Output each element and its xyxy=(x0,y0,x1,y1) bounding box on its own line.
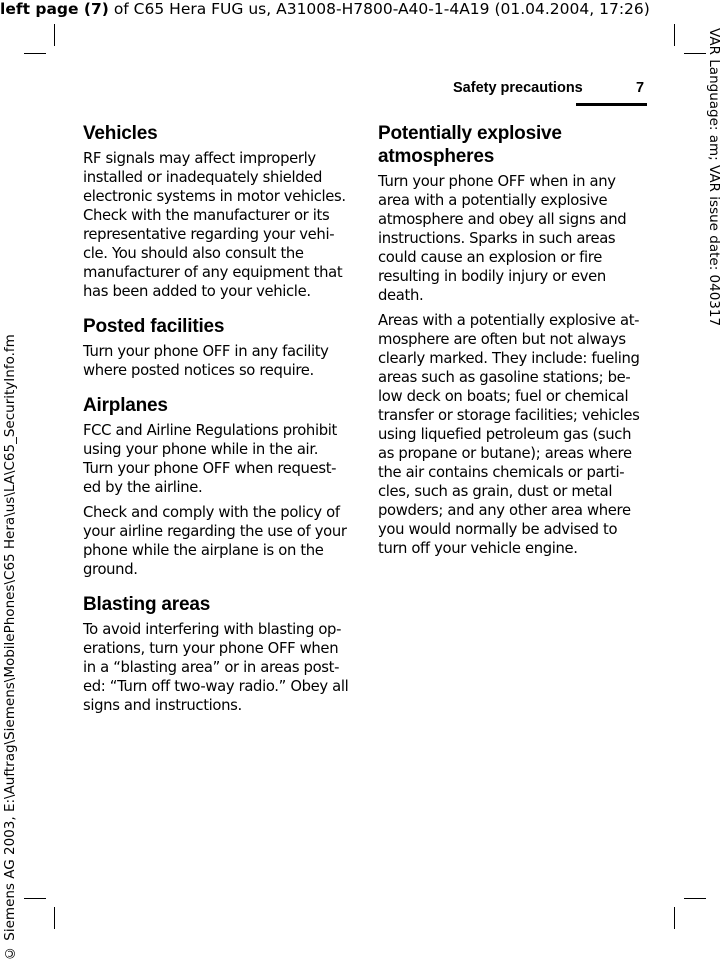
paragraph: Check and comply with the policy of your airline regarding the use of your phone while the airplane is on the ground. xyxy=(83,504,347,578)
paragraph: Areas with a potentially explosive at-mosphere are often but not always clearly marked. They include: fueling areas such as gasoline stations; be-low deck on boats; fuel or chemical transfer or storage facilities; vehicles using liquefied petroleum gas (such as propane or butane); areas where the air contains chemicals or parti-cles, such as grain, dust or metal powders; and any other area where you would normally be advised to turn off your vehicle engine. xyxy=(378,312,640,557)
slug-page-label: left page (7) xyxy=(0,0,109,18)
print-slug-left: © Siemens AG 2003, E:\Auftrag\Siemens\MobilePhones\C65 Hera\us\LA\C65_SecurityInfo.fm xyxy=(2,334,18,961)
section-vehicles xyxy=(83,122,351,301)
running-header-title: Safety precautions xyxy=(453,80,583,96)
slug-document-info: of C65 Hera FUG us, A31008-H7800-A40-1-4A19 (01.04.2004, 17:26) xyxy=(108,0,650,18)
section-airplanes xyxy=(83,394,351,579)
paragraph: RF signals may affect improperly installed or inadequately shielded electronic systems in motor vehicles. Check with the manufacturer or its representative regarding your vehi-cle. You should also consult the manufacturer of any equipment that has been added to your vehicle. xyxy=(83,150,346,300)
section-heading: Potentially explosive atmospheres xyxy=(378,123,562,167)
paragraph: FCC and Airline Regulations prohibit using your phone while in the air. Turn your phone OFF when request-ed by the airline. xyxy=(83,422,337,496)
crop-mark-bl-v xyxy=(54,907,55,929)
print-slug-top xyxy=(0,0,650,18)
left-column xyxy=(83,122,351,729)
crop-mark-br-v xyxy=(674,907,675,929)
crop-mark-tl-h xyxy=(24,53,46,54)
crop-mark-bl-h xyxy=(24,898,46,899)
crop-mark-br-h xyxy=(684,898,706,899)
crop-mark-tr-v xyxy=(674,24,675,46)
section-blasting-areas xyxy=(83,593,351,715)
crop-mark-tr-h xyxy=(684,53,706,54)
right-column xyxy=(378,122,646,572)
section-heading: Airplanes xyxy=(83,395,168,416)
section-heading: Blasting areas xyxy=(83,594,211,615)
paragraph: To avoid interfering with blasting op-erations, turn your phone OFF when in a “blasting area” or in areas post-ed: “Turn off two-way radio.” Obey all signs and instructions. xyxy=(83,621,349,714)
header-rule xyxy=(576,103,647,106)
page-number: 7 xyxy=(636,80,645,96)
section-explosive-atmospheres xyxy=(378,122,646,558)
section-heading: Posted facilities xyxy=(83,316,225,337)
print-slug-right: VAR Language: am; VAR issue date: 040317 xyxy=(706,28,722,327)
paragraph: Turn your phone OFF in any facility where posted notices so require. xyxy=(83,343,329,379)
crop-mark-tl-v xyxy=(54,24,55,46)
section-heading: Vehicles xyxy=(83,123,158,144)
paragraph: Turn your phone OFF when in any area with a potentially explosive atmosphere and obey all signs and instructions. Sparks in such areas could cause an explosion or fire resulting in bodily injury or even death. xyxy=(378,173,627,304)
section-posted-facilities xyxy=(83,315,351,380)
